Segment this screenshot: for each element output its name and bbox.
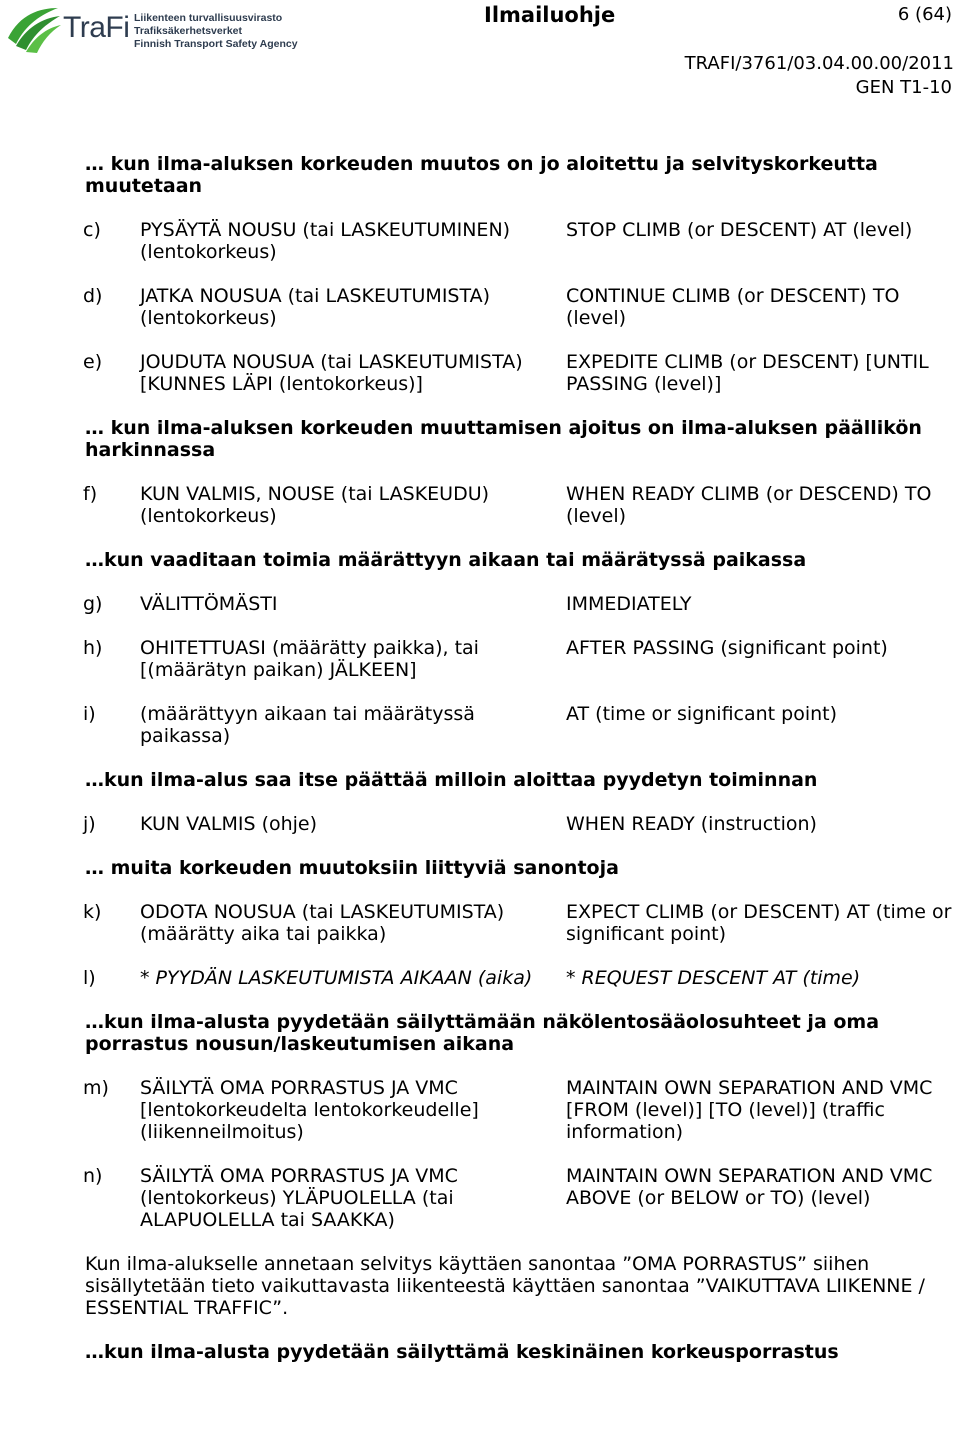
phrase-row	[85, 703, 957, 747]
agency-name-sv: Trafiksäkerhetsverket	[134, 25, 242, 37]
phrase-row	[85, 483, 957, 527]
phrase-english: AFTER PASSING (significant point)	[566, 637, 888, 659]
phrase-label: c)	[83, 219, 101, 241]
trafi-swoosh-icon	[6, 4, 62, 54]
agency-name	[134, 12, 298, 51]
phrase-row	[85, 593, 957, 615]
phrase-finnish: JOUDUTA NOUSUA (tai LASKEUTUMISTA) [KUNNES LÄPI (lentokorkeus)]	[140, 351, 523, 395]
phrase-finnish: ODOTA NOUSUA (tai LASKEUTUMISTA) (määrätty aika tai paikka)	[140, 901, 505, 945]
phrase-english: MAINTAIN OWN SEPARATION AND VMC [FROM (level)] [TO (level)] (traffic information)	[566, 1077, 933, 1143]
phrase-english: * REQUEST DESCENT AT (time)	[566, 967, 861, 989]
phrase-row	[85, 219, 957, 263]
page-header	[0, 0, 960, 100]
document-title: Ilmailuohje	[484, 3, 616, 27]
phrase-row	[85, 901, 957, 945]
phrase-finnish: * PYYDÄN LASKEUTUMISTA AIKAAN (aika)	[140, 967, 533, 989]
section-heading: … kun ilma-aluksen korkeuden muuttamisen ajoitus on ilma-aluksen päällikön harkinnassa	[85, 417, 922, 461]
phrase-row	[85, 351, 957, 395]
phrase-english: WHEN READY CLIMB (or DESCEND) TO (level)	[566, 483, 932, 527]
section-heading: … kun ilma-aluksen korkeuden muutos on jo aloitettu ja selvityskorkeutta muutetaan	[85, 153, 878, 197]
phrase-english: WHEN READY (instruction)	[566, 813, 817, 835]
section	[85, 857, 957, 989]
section-heading: …kun ilma-alusta pyydetään säilyttämä keskinäinen korkeusporrastus	[85, 1341, 839, 1363]
section	[85, 769, 957, 835]
phrase-finnish: OHITETTUASI (määrätty paikka), tai [(määrätyn paikan) JÄLKEEN]	[140, 637, 479, 681]
section-heading: … muita korkeuden muutoksiin liittyviä sanontoja	[85, 857, 619, 879]
phrase-finnish: JATKA NOUSUA (tai LASKEUTUMISTA) (lentokorkeus)	[140, 285, 491, 329]
phrase-label: e)	[83, 351, 103, 373]
section	[85, 153, 957, 395]
phrase-label: l)	[83, 967, 96, 989]
phrase-label: m)	[83, 1077, 109, 1099]
phrase-label: n)	[83, 1165, 103, 1187]
phrase-row	[85, 967, 957, 989]
phrase-row	[85, 1077, 957, 1143]
phrase-english: EXPECT CLIMB (or DESCENT) AT (time or significant point)	[566, 901, 952, 945]
phrase-english: EXPEDITE CLIMB (or DESCENT) [UNTIL PASSING (level)]	[566, 351, 929, 395]
phrase-row	[85, 1165, 957, 1231]
phrase-label: h)	[83, 637, 103, 659]
agency-name-fi: Liikenteen turvallisuusvirasto	[134, 12, 283, 24]
section	[85, 1011, 957, 1231]
document-body	[85, 153, 957, 1385]
phrase-label: k)	[83, 901, 102, 923]
phrase-finnish: SÄILYTÄ OMA PORRASTUS JA VMC (lentokorkeus) YLÄPUOLELLA (tai ALAPUOLELLA tai SAAKKA)	[140, 1165, 458, 1231]
phrase-finnish: VÄLITTÖMÄSTI	[140, 593, 278, 615]
phrase-label: j)	[83, 813, 96, 835]
phrase-finnish: KUN VALMIS (ohje)	[140, 813, 318, 835]
phrase-english: MAINTAIN OWN SEPARATION AND VMC ABOVE (or BELOW or TO) (level)	[566, 1165, 933, 1209]
document-reference: TRAFI/3761/03.04.00.00/2011	[684, 53, 954, 74]
phrase-english: AT (time or significant point)	[566, 703, 838, 725]
trafi-logo	[6, 4, 298, 54]
section-heading: …kun vaaditaan toimia määrättyyn aikaan tai määrätyssä paikassa	[85, 549, 807, 571]
phrase-english: STOP CLIMB (or DESCENT) AT (level)	[566, 219, 913, 241]
section-heading: …kun ilma-alusta pyydetään säilyttämään näkölentosääolosuhteet ja oma porrastus nousun/laskeutumisen aikana	[85, 1011, 880, 1055]
phrase-finnish: KUN VALMIS, NOUSE (tai LASKEUDU) (lentokorkeus)	[140, 483, 490, 527]
agency-name-en: Finnish Transport Safety Agency	[134, 38, 298, 50]
phrase-row	[85, 637, 957, 681]
phrase-finnish: SÄILYTÄ OMA PORRASTUS JA VMC [lentokorkeudelta lentokorkeudelle] (liikenneilmoitus)	[140, 1077, 479, 1143]
phrase-row	[85, 285, 957, 329]
phrase-label: f)	[83, 483, 98, 505]
logo-wordmark: TraFi	[63, 11, 130, 44]
section	[85, 549, 957, 747]
section-code: GEN T1-10	[855, 77, 952, 98]
phrase-english: IMMEDIATELY	[566, 593, 692, 615]
section-heading: …kun ilma-alus saa itse päättää milloin aloittaa pyydetyn toiminnan	[85, 769, 818, 791]
phrase-row	[85, 813, 957, 835]
phrase-label: i)	[83, 703, 96, 725]
phrase-finnish: (määrättyyn aikaan tai määrätyssä paikassa)	[140, 703, 475, 747]
section	[85, 417, 957, 527]
page-number: 6 (64)	[897, 4, 952, 25]
phrase-english: CONTINUE CLIMB (or DESCENT) TO (level)	[566, 285, 900, 329]
phrase-label: g)	[83, 593, 103, 615]
phrase-label: d)	[83, 285, 103, 307]
note-paragraph: Kun ilma-alukselle annetaan selvitys käyttäen sanontaa ”OMA PORRASTUS” siihen sisällytetään tieto vaikuttavasta liikenteestä käyttäen sanontaa ”VAIKUTTAVA LIIKENNE / ESSENTIAL TRAFFIC”.	[85, 1253, 925, 1319]
phrase-finnish: PYSÄYTÄ NOUSU (tai LASKEUTUMINEN) (lentokorkeus)	[140, 219, 511, 263]
